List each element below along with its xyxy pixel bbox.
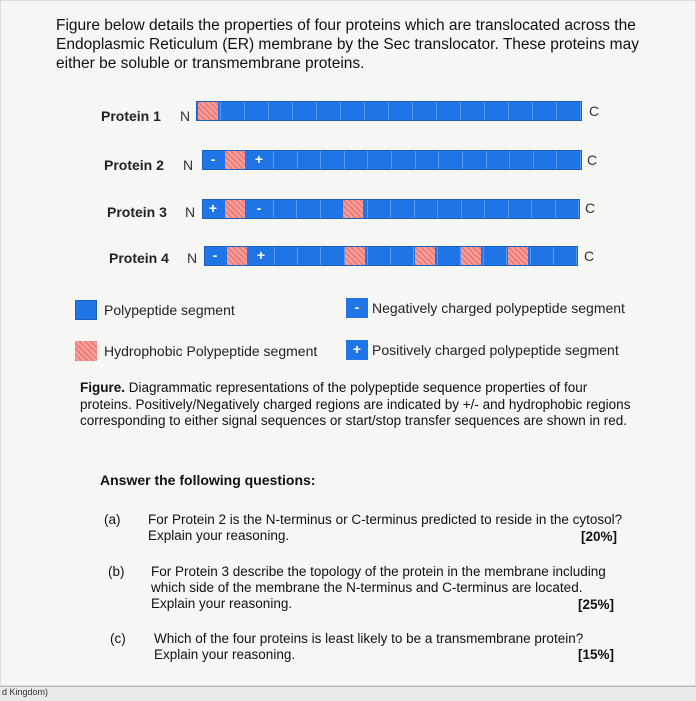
protein-4-c-terminus: C bbox=[584, 248, 595, 264]
protein-4-positive-segment: + bbox=[251, 247, 271, 265]
question-b-letter: (b) bbox=[108, 564, 125, 579]
protein-3-positive-segment: + bbox=[203, 200, 223, 218]
protein-1-c-terminus: C bbox=[589, 103, 600, 119]
legend-positive-label: Positively charged polypeptide segment bbox=[372, 342, 619, 358]
protein-3-n-terminus: N bbox=[185, 204, 196, 220]
protein-2-n-terminus: N bbox=[183, 157, 194, 173]
question-c-mark: [15%] bbox=[578, 647, 615, 662]
protein-2-negative-segment: - bbox=[203, 151, 223, 169]
question-c-text: Which of the four proteins is least likely to be a transmembrane protein? Explain your reasoning. bbox=[154, 631, 584, 662]
question-b-mark: [25%] bbox=[578, 597, 615, 612]
protein-4-negative-segment: - bbox=[205, 247, 225, 265]
protein-4-hydrophobic-segment-5 bbox=[508, 247, 528, 265]
protein-3-negative-segment: - bbox=[249, 200, 269, 218]
bottom-status-strip bbox=[0, 686, 696, 701]
protein-4-bar bbox=[204, 246, 578, 266]
question-a-mark: [20%] bbox=[581, 529, 618, 544]
protein-3-c-terminus: C bbox=[585, 200, 596, 216]
legend-positive-swatch: + bbox=[346, 340, 368, 360]
legend-polypeptide-label: Polypeptide segment bbox=[104, 302, 235, 318]
protein-2-label: Protein 2 bbox=[104, 157, 164, 173]
question-c-letter: (c) bbox=[110, 631, 126, 646]
protein-4-hydrophobic-segment-4 bbox=[461, 247, 481, 265]
figure-caption bbox=[80, 380, 640, 430]
protein-3-hydrophobic-segment-1 bbox=[225, 200, 245, 218]
protein-2-c-terminus: C bbox=[587, 152, 598, 168]
legend-negative-swatch: - bbox=[346, 298, 368, 318]
protein-4-hydrophobic-segment-2 bbox=[345, 247, 365, 265]
protein-1-label: Protein 1 bbox=[101, 108, 161, 124]
protein-1-hydrophobic-segment bbox=[198, 102, 218, 120]
protein-4-hydrophobic-segment-1 bbox=[227, 247, 247, 265]
caption-lead: Figure. bbox=[80, 380, 126, 395]
question-b-text: For Protein 3 describe the topology of the protein in the membrane including which side of the membrane the N-terminus and C-terminus are located. Explain your reasoning. bbox=[151, 564, 606, 611]
legend-hydrophobic-label: Hydrophobic Polypeptide segment bbox=[104, 343, 318, 359]
protein-3-hydrophobic-segment-2 bbox=[343, 200, 363, 218]
legend-polypeptide-swatch bbox=[75, 300, 97, 320]
protein-4-label: Protein 4 bbox=[109, 250, 169, 266]
intro-paragraph: Figure below details the properties of four proteins which are translocated across the Endoplasmic Reticulum (ER) membrane by the Sec translocator. These proteins may either be soluble or transmembrane proteins. bbox=[56, 17, 639, 72]
protein-4-hydrophobic-segment-3 bbox=[415, 247, 435, 265]
footer-text: d Kingdom) bbox=[2, 687, 49, 697]
question-a-text: For Protein 2 is the N-terminus or C-terminus predicted to reside in the cytosol? Explain your reasoning. bbox=[148, 512, 623, 543]
protein-4-n-terminus: N bbox=[187, 250, 198, 266]
legend-negative-label: Negatively charged polypeptide segment bbox=[372, 300, 625, 316]
protein-1-bar bbox=[196, 101, 582, 121]
caption-text: Diagrammatic representations of the polypeptide sequence properties of four proteins. Positively/Negatively charged regions are indicated by +/- and hydrophobic regions corresponding to either signal sequences or start/stop transfer sequences are shown in red. bbox=[80, 380, 631, 428]
protein-3-bar bbox=[202, 199, 580, 219]
legend-hydrophobic-swatch bbox=[75, 341, 97, 361]
protein-2-bar bbox=[202, 150, 582, 170]
protein-2-positive-segment: + bbox=[249, 151, 269, 169]
protein-1-n-terminus: N bbox=[180, 108, 191, 124]
question-a-letter: (a) bbox=[104, 512, 121, 527]
protein-2-hydrophobic-segment bbox=[225, 151, 245, 169]
answer-heading: Answer the following questions: bbox=[100, 472, 316, 488]
protein-3-label: Protein 3 bbox=[107, 204, 167, 220]
